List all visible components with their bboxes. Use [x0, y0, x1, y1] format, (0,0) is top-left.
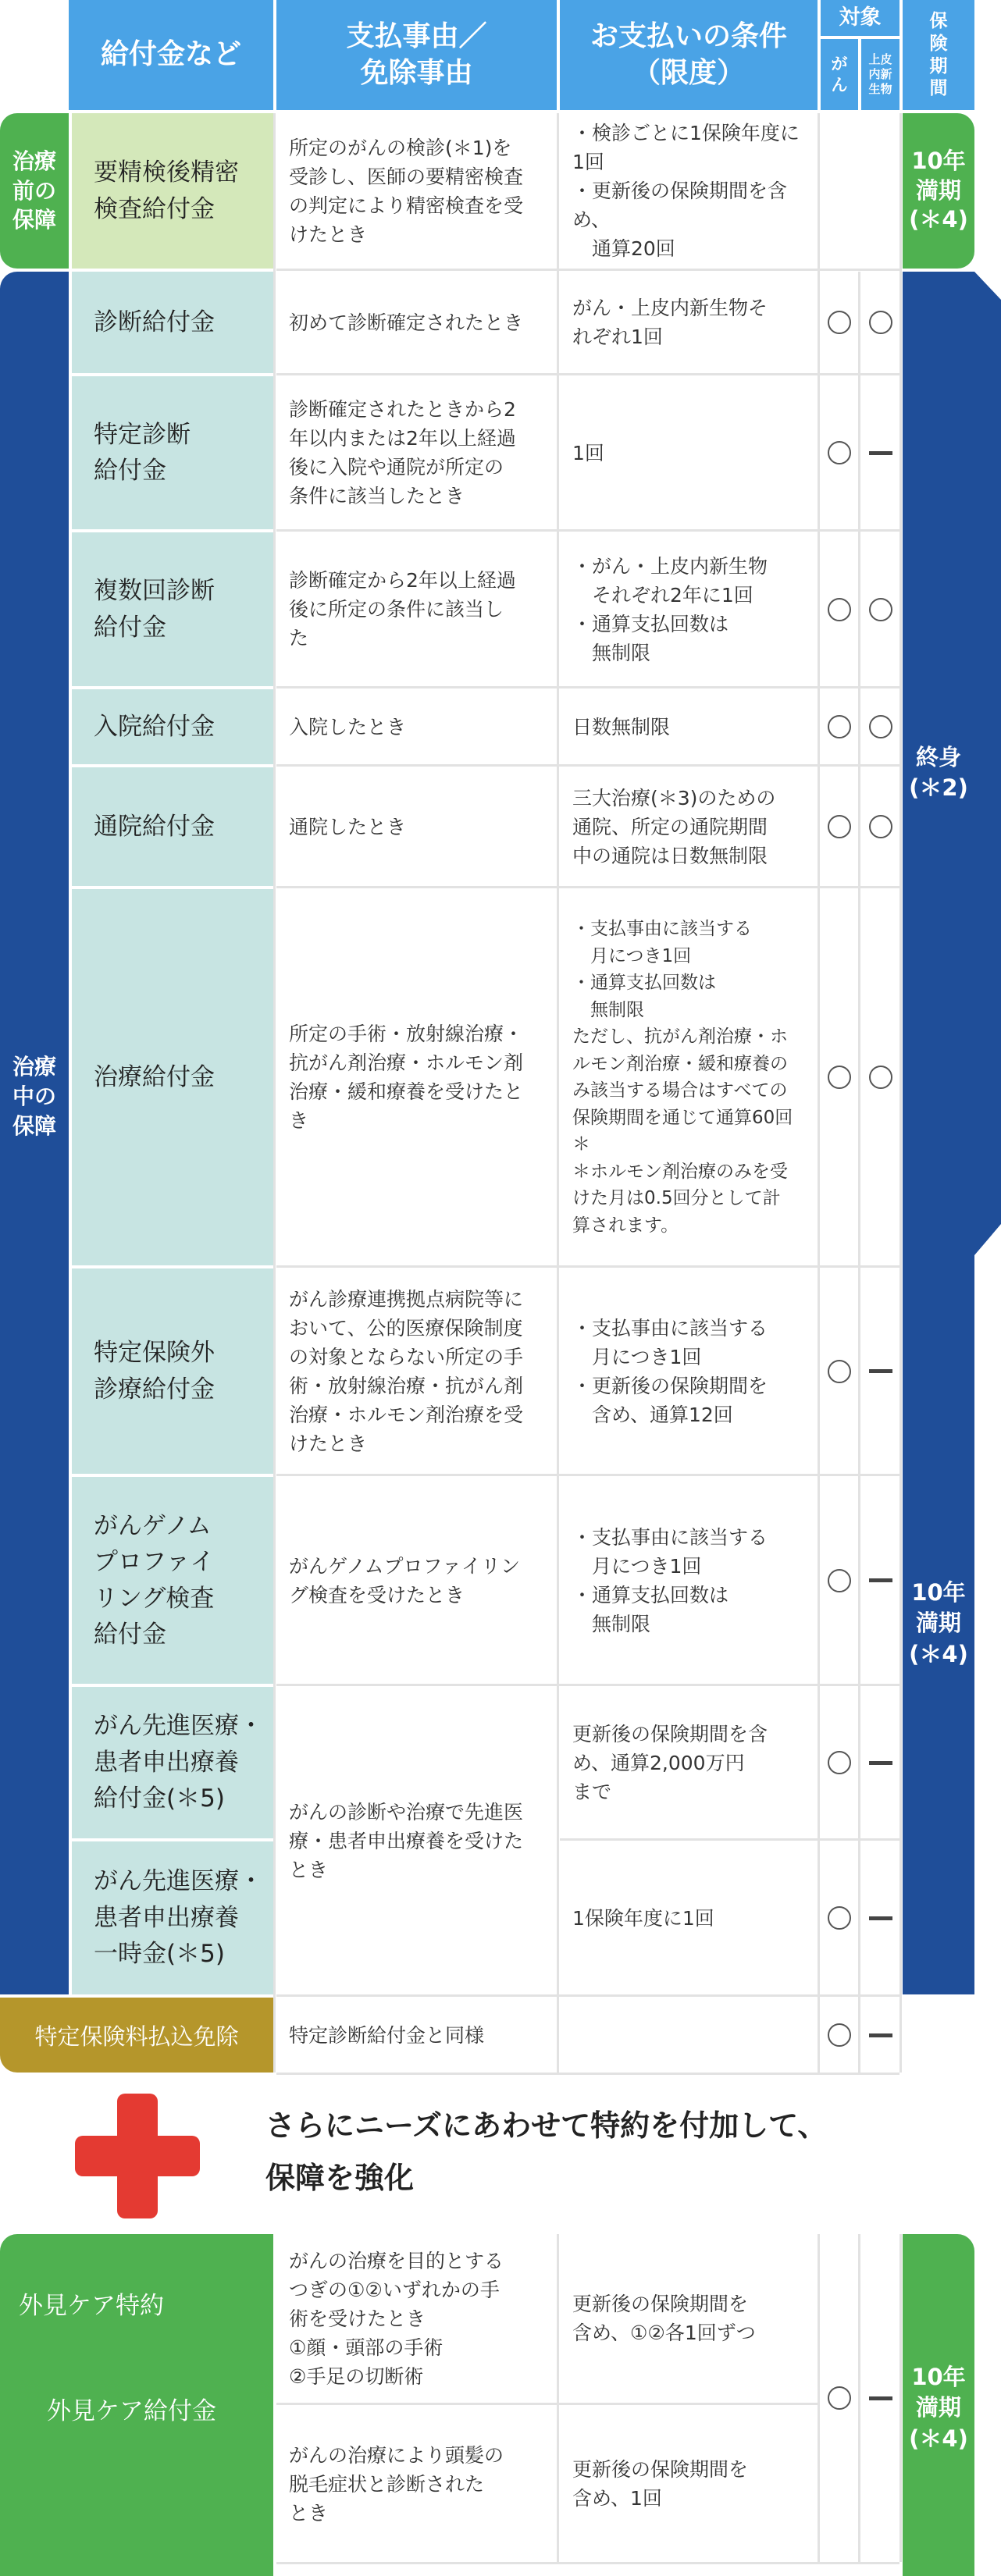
grid-line	[276, 686, 899, 688]
target-cancer-mark	[821, 767, 858, 886]
dash-icon	[869, 1578, 892, 1582]
target-intra-mark	[861, 272, 899, 373]
target-cancer-mark	[821, 1998, 858, 2073]
target-cancer-mark	[821, 1477, 858, 1684]
dash-icon	[869, 2033, 892, 2037]
reason-diagnosis: 初めて診断確定されたとき	[289, 311, 524, 334]
reason-precise-exam: 所定のがんの検診(＊1)を 受診し、医師の要精密検査 の判定により精密検査を受 けたとき	[289, 136, 524, 246]
benefit-name-genome-profiling: がんゲノム プロファイ リング検査 給付金	[72, 1477, 273, 1684]
grid-line	[899, 2234, 902, 2562]
circle-icon	[869, 598, 892, 621]
target-cancer-mark	[821, 689, 858, 764]
period-lifetime-label: 終身 (＊2)	[909, 743, 968, 801]
grid-line	[818, 2234, 820, 2562]
circle-icon	[828, 815, 851, 838]
circle-icon	[869, 1066, 892, 1089]
target-cancer-mark	[821, 532, 858, 686]
target-intra-mark	[861, 1687, 899, 1838]
circle-icon	[869, 815, 892, 838]
target-intra-mark	[861, 889, 899, 1265]
circle-icon	[828, 1066, 851, 1089]
reason-waiver: 特定診断給付金と同様	[289, 2023, 485, 2047]
grid-line	[276, 886, 899, 888]
circle-icon	[869, 715, 892, 738]
benefit-name-multiple-diagnosis: 複数回診断 給付金	[72, 532, 273, 686]
reason-advanced-care: がんの診断や治療で先進医 療・患者申出療養を受けた とき	[289, 1800, 524, 1881]
reason-genome-profiling: がんゲノムプロファイリン グ検査を受けたとき	[289, 1554, 521, 1606]
conditions-precise-exam: ・検診ごとに1保険年度に1回 ・更新後の保険期間を含め、 通算20回	[572, 122, 800, 260]
grid-line	[560, 1838, 899, 1841]
benefit-name-diagnosis: 診断給付金	[72, 272, 273, 373]
circle-icon	[828, 1569, 851, 1592]
conditions-multiple-diagnosis: ・がん・上皮内新生物 それぞれ2年に1回 ・通算支払回数は 無制限	[572, 554, 768, 664]
dash-icon	[869, 1369, 892, 1373]
target-cancer-mark	[821, 376, 858, 529]
grid-line	[72, 1838, 273, 1841]
grid-line	[276, 373, 899, 375]
circle-icon	[869, 311, 892, 334]
circle-icon	[828, 1360, 851, 1383]
target-intra-mark	[861, 1998, 899, 2073]
rider-conditions-hair-loss: 更新後の保険期間を 含め、1回	[572, 2458, 749, 2510]
circle-icon	[828, 311, 851, 334]
circle-icon	[828, 1751, 851, 1774]
dash-icon	[869, 1916, 892, 1920]
period-ten-year-label: 10年 満期 (＊4)	[909, 147, 968, 233]
target-cancer-mark	[821, 889, 858, 1265]
rider-headline: さらにニーズにあわせて特約を付加して、 保障を強化	[265, 2108, 828, 2195]
grid-line	[858, 272, 860, 2073]
benefit-name-advanced-care: がん先進医療・ 患者申出療養 給付金(＊5)	[72, 1687, 273, 1838]
dash-icon	[869, 1761, 892, 1765]
rider-reason-hair-loss: がんの治療により頭髪の 脱毛症状と診断された とき	[289, 2443, 504, 2524]
reason-outpatient: 通院したとき	[289, 815, 407, 838]
grid-line	[557, 113, 559, 2073]
target-intra-mark	[861, 689, 899, 764]
circle-icon	[828, 1906, 851, 1930]
rider-reason-surgery: がんの治療を目的とする つぎの①②いずれかの手 術を受けたとき ①顔・頭部の手術 ②手足の切断術	[289, 2249, 504, 2388]
grid-line	[899, 113, 902, 2073]
circle-icon	[828, 715, 851, 738]
target-intra-mark	[861, 1268, 899, 1474]
rider-period-label: 10年 満期 (＊4)	[909, 2364, 968, 2452]
benefit-name-treatment: 治療給付金	[72, 889, 273, 1265]
period-arrow	[903, 272, 1001, 1994]
grid-line	[557, 2234, 559, 2562]
benefit-name-specific-diagnosis: 特定診断 給付金	[72, 376, 273, 529]
conditions-waiver	[560, 1998, 818, 2073]
rider-name-label: 外見ケア特約	[19, 2291, 164, 2320]
grid-line	[276, 269, 899, 271]
target-cancer-mark	[821, 1841, 858, 1994]
conditions-treatment: ・支払事由に該当する 月につき1回 ・通算支払回数は 無制限 ただし、抗がん剤治療・ホ ルモン剤治療・緩和療養の み該当する場合はすべての 保険期間を通じて通算60回 ＊ ＊ホルモン剤治療のみを受 けた月は0.5回分として計 算されます。	[572, 919, 793, 1236]
grid-line	[276, 764, 899, 767]
conditions-advanced-care: 更新後の保険期間を含 め、通算2,000万円 まで	[572, 1722, 768, 1803]
target-intra-mark	[861, 532, 899, 686]
reason-multiple-diagnosis: 診断確定から2年以上経過 後に所定の条件に該当し た	[289, 569, 516, 649]
header-conditions: お支払いの条件 （限度）	[560, 0, 818, 110]
circle-icon	[828, 598, 851, 621]
target-cancer-mark	[821, 272, 858, 373]
grid-line	[273, 113, 276, 2073]
conditions-non-insured-care: ・支払事由に該当する 月につき1回 ・更新後の保険期間を 含め、通算12回	[572, 1316, 768, 1426]
grid-line	[276, 1474, 899, 1476]
target-intra-mark	[861, 1477, 899, 1684]
grid-line	[276, 2562, 899, 2564]
benefit-name-precise-exam: 要精検後精密 検査給付金	[72, 113, 273, 269]
target-cancer-mark	[821, 2234, 858, 2562]
header-target-cancer: が ん	[821, 39, 858, 110]
conditions-hospitalization: 日数無制限	[572, 715, 671, 738]
header-period: 保 険 期 間	[903, 0, 974, 110]
target-intra-mark	[861, 1841, 899, 1994]
target-intra-mark	[861, 2234, 899, 2562]
header-benefit: 給付金など	[69, 0, 273, 110]
reason-specific-diagnosis: 診断確定されたときから2 年以内または2年以上経過 後に入院や通院が所定の 条件に該当したとき	[289, 398, 516, 507]
section-during-treatment-label: 治療 中の 保障	[12, 1054, 56, 1139]
reason-hospitalization: 入院したとき	[289, 715, 407, 738]
section-pre-treatment-label: 治療 前の 保障	[12, 148, 56, 233]
benefit-name-outpatient: 通院給付金	[72, 767, 273, 886]
grid-line	[276, 2073, 899, 2075]
rider-conditions-surgery: 更新後の保険期間を 含め、①②各1回ずつ	[572, 2293, 756, 2344]
conditions-specific-diagnosis: 1回	[572, 441, 604, 464]
grid-line	[276, 1265, 899, 1268]
conditions-genome-profiling: ・支払事由に該当する 月につき1回 ・通算支払回数は 無制限	[572, 1525, 768, 1635]
grid-line	[276, 2403, 818, 2405]
benefit-name-advanced-care-lump-sum: がん先進医療・ 患者申出療養 一時金(＊5)	[72, 1841, 273, 1994]
rider-benefit-label: 外見ケア給付金	[47, 2396, 216, 2425]
conditions-outpatient: 三大治療(＊3)のための 通院、所定の通院期間 中の通院は日数無制限	[572, 786, 776, 867]
conditions-diagnosis: がん・上皮内新生物そ れぞれ1回	[572, 297, 768, 348]
header-target-intraepithelial: 上皮 内新 生物	[861, 39, 899, 110]
dash-icon	[869, 2396, 892, 2400]
target-intra-mark	[861, 767, 899, 886]
benefit-name-hospitalization: 入院給付金	[72, 689, 273, 764]
conditions-advanced-care-lump-sum: 1保険年度に1回	[572, 1906, 714, 1930]
benefit-name-non-insured-care: 特定保険外 診療給付金	[72, 1268, 273, 1474]
reason-treatment: 所定の手術・放射線治療・ 抗がん剤治療・ホルモン剤 治療・緩和療養を受けたと き	[289, 1023, 524, 1132]
circle-icon	[828, 2386, 851, 2410]
plus-icon	[75, 2094, 200, 2218]
target-cancer-mark	[821, 1268, 858, 1474]
header-reason: 支払事由／ 免除事由	[276, 0, 557, 110]
target-intra-mark	[861, 376, 899, 529]
grid-line	[818, 113, 820, 2073]
header-target: 対象	[821, 0, 899, 36]
reason-non-insured-care: がん診療連携拠点病院等に おいて、公的医療保険制度 の対象とならない所定の手 術・放射線治療・抗がん剤 治療・ホルモン剤治療を受 けたとき	[289, 1287, 524, 1455]
period-ten-year-label-2: 10年 満期 (＊4)	[909, 1579, 968, 1667]
grid-line	[276, 529, 899, 532]
grid-line	[276, 1994, 899, 1997]
target-cancer-mark	[821, 1687, 858, 1838]
circle-icon	[828, 2023, 851, 2047]
circle-icon	[828, 441, 851, 464]
grid-line	[858, 2234, 860, 2562]
waiver-label: 特定保険料払込免除	[34, 2023, 239, 2050]
grid-line	[276, 1684, 899, 1686]
dash-icon	[869, 451, 892, 455]
